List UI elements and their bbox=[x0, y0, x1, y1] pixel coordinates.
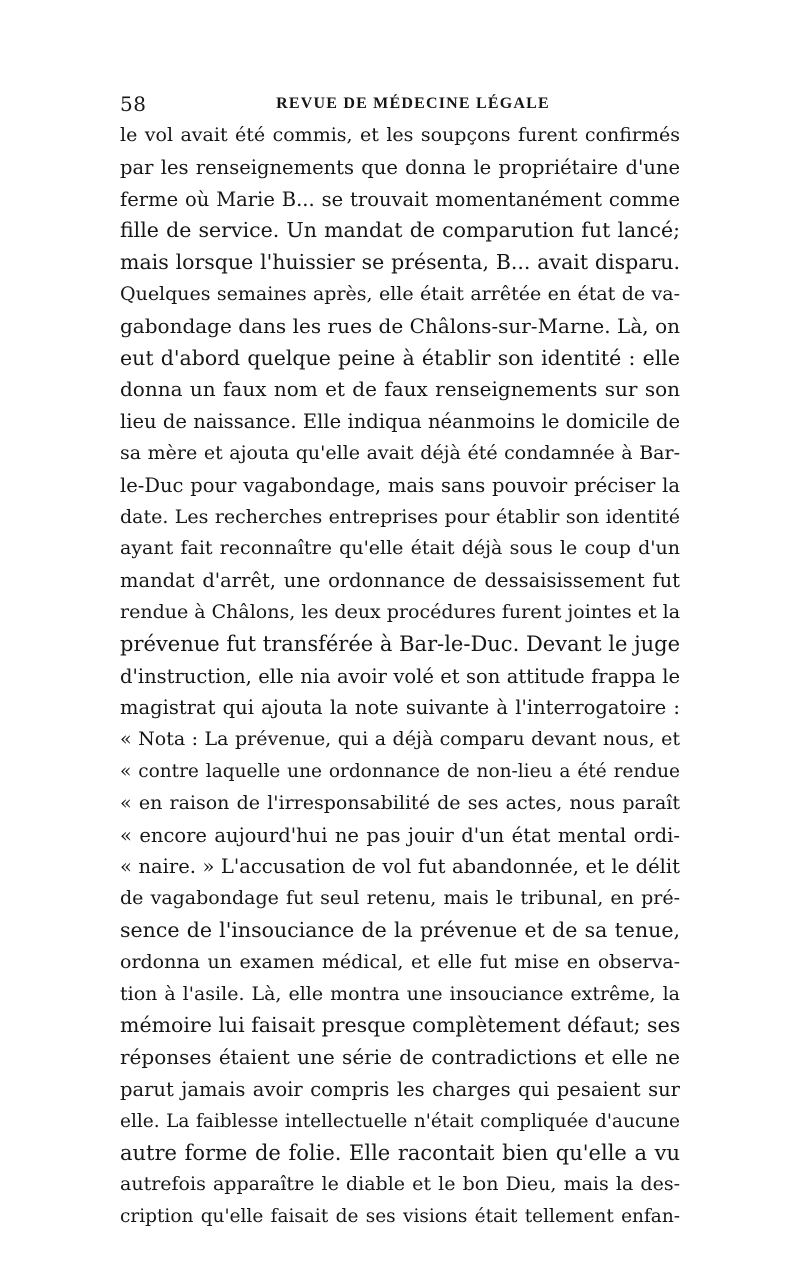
running-head: REVUE DE MÉDECINE LÉGALE bbox=[276, 95, 550, 112]
text-line: par les renseignements que donna le propriétaire d'une bbox=[120, 155, 680, 179]
text-line: donna un faux nom et de faux renseignements sur son bbox=[120, 377, 680, 402]
text-line: sence de l'insouciance de la prévenue et de sa tenue, bbox=[120, 917, 680, 942]
page-number: 58 bbox=[120, 92, 147, 116]
text-line: autre forme de folie. Elle racontait bien qu'elle a vu bbox=[120, 1140, 680, 1165]
text-line: mais lorsque l'huissier se présenta, B... avait disparu. bbox=[120, 250, 680, 275]
text-line: rendue à Châlons, les deux procédures furent jointes et la bbox=[120, 600, 680, 623]
text-line: cription qu'elle faisait de ses visions était tellement enfan- bbox=[120, 1206, 680, 1228]
text-line: sa mère et ajouta qu'elle avait déjà été condamnée à Bar- bbox=[120, 441, 680, 464]
text-line: « Nota : La prévenue, qui a déjà comparu devant nous, et bbox=[120, 728, 680, 751]
text-line: le-Duc pour vagabondage, mais sans pouvoir préciser la bbox=[120, 473, 680, 497]
text-line: magistrat qui ajouta la note suivante à l'interrogatoire : bbox=[120, 696, 680, 720]
text-line: réponses étaient une série de contradictions et elle ne bbox=[120, 1045, 680, 1070]
text-line: tion à l'asile. Là, elle montra une insouciance extrême, la bbox=[120, 982, 680, 1005]
text-line: prévenue fut transférée à Bar-le-Duc. Devant le juge bbox=[120, 631, 680, 656]
text-line: elle. La faiblesse intellectuelle n'était compliquée d'aucune bbox=[120, 1110, 680, 1132]
text-line: lieu de naissance. Elle indiqua néanmoins le domicile de bbox=[120, 410, 680, 434]
text-line: Quelques semaines après, elle était arrêtée en état de va- bbox=[120, 282, 680, 305]
text-line: parut jamais avoir compris les charges qui pesaient sur bbox=[120, 1077, 680, 1101]
text-line: d'instruction, elle nia avoir volé et son attitude frappa le bbox=[120, 664, 680, 688]
text-line: ferme où Marie B... se trouvait momentanément comme bbox=[120, 187, 680, 211]
text-line: ordonna un examen médical, et elle fut mise en observa- bbox=[120, 950, 680, 973]
text-line: eut d'abord quelque peine à établir son identité : elle bbox=[120, 345, 680, 370]
text-line: fille de service. Un mandat de comparution fut lancé; bbox=[120, 218, 680, 243]
text-line: « en raison de l'irresponsabilité de ses actes, nous paraît bbox=[120, 791, 680, 814]
text-line: « naire. » L'accusation de vol fut abandonnée, et le délit bbox=[120, 855, 680, 879]
text-line: le vol avait été commis, et les soupçons furent confirmés bbox=[120, 124, 680, 146]
body-text bbox=[120, 120, 680, 1233]
text-line: « encore aujourd'hui ne pas jouir d'un état mental ordi- bbox=[120, 823, 680, 847]
text-line: « contre laquelle une ordonnance de non-lieu a été rendue bbox=[120, 760, 680, 782]
text-line: ayant fait reconnaître qu'elle était déjà sous le coup d'un bbox=[120, 537, 680, 560]
text-line: gabondage dans les rues de Châlons-sur-Marne. Là, on bbox=[120, 313, 680, 338]
page-header bbox=[120, 92, 680, 116]
text-line: mandat d'arrêt, une ordonnance de dessaisissement fut bbox=[120, 569, 680, 593]
text-line: date. Les recherches entreprises pour établir son identité bbox=[120, 505, 680, 528]
text-line: autrefois apparaître le diable et le bon Dieu, mais la des- bbox=[120, 1173, 680, 1196]
text-line: de vagabondage fut seul retenu, mais le tribunal, en pré- bbox=[120, 887, 680, 910]
text-line: mémoire lui faisait presque complètement défaut; ses bbox=[120, 1013, 680, 1038]
